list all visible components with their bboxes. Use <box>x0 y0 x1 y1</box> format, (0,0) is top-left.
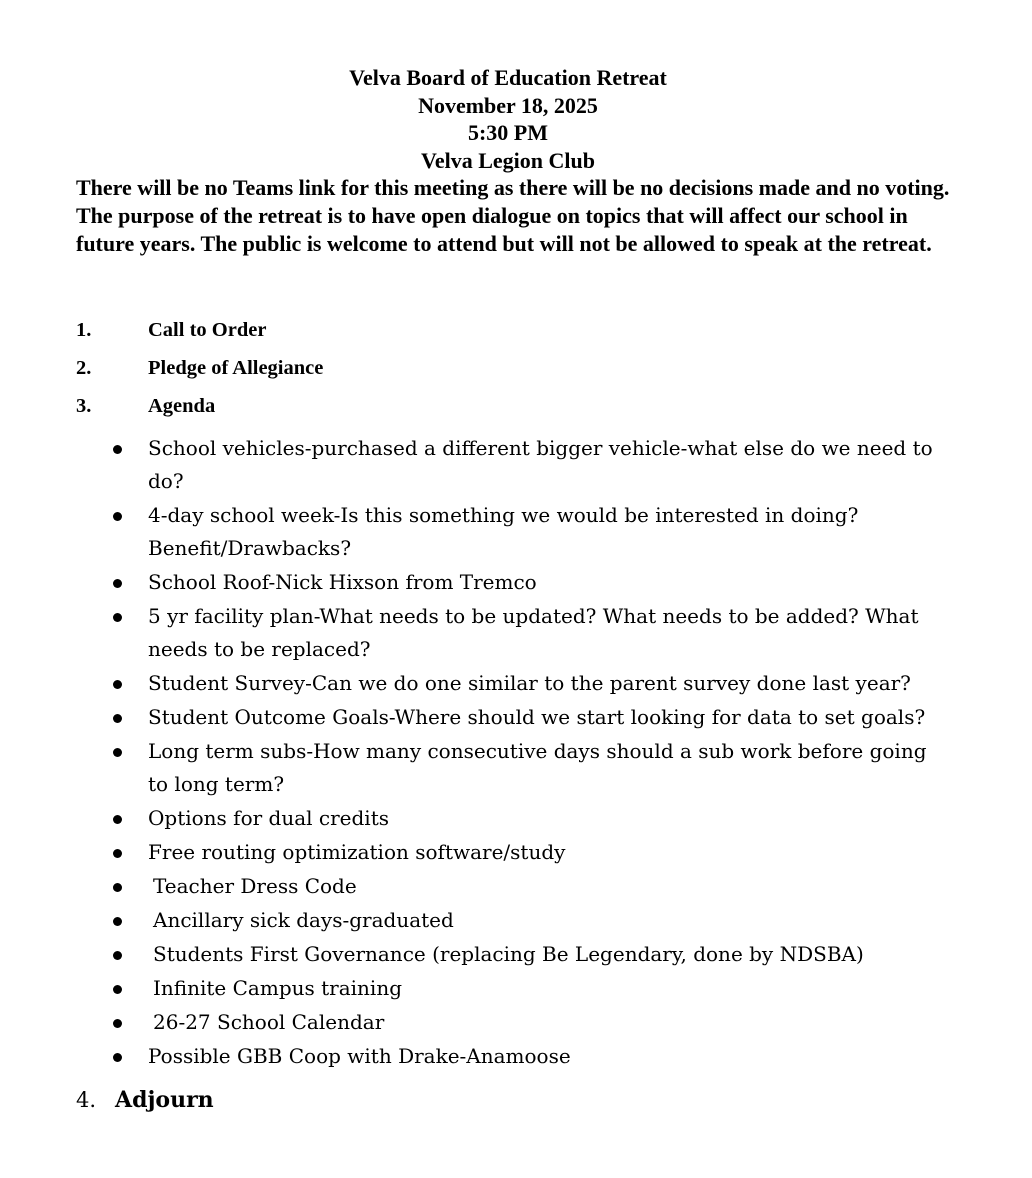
bullet-icon <box>113 512 122 521</box>
list-item <box>0 938 948 971</box>
header-title: Velva Board of Education Retreat <box>349 65 667 90</box>
bullet-icon <box>113 849 122 858</box>
item-number: 2. <box>76 357 92 379</box>
item-label: Agenda <box>148 395 216 417</box>
bullet-text: Teacher Dress Code <box>153 874 357 898</box>
list-item <box>0 802 948 835</box>
header-time: 5:30 PM <box>467 120 549 145</box>
bullet-icon <box>113 985 122 994</box>
agenda-item-adjourn <box>76 1086 214 1115</box>
bullet-text: School Roof-Nick Hixson from Tremco <box>148 570 537 594</box>
bullet-icon <box>113 1019 122 1028</box>
list-item <box>0 566 948 599</box>
list-item <box>0 701 948 734</box>
list-item <box>0 1040 948 1073</box>
item-number: 3. <box>76 395 92 417</box>
item-number: 1. <box>76 319 92 341</box>
bullet-icon <box>113 883 122 892</box>
header-date: November 18, 2025 <box>418 92 598 118</box>
bullet-icon <box>113 680 122 689</box>
list-item <box>0 836 948 869</box>
list-item <box>0 600 948 666</box>
bullet-text: Ancillary sick days-graduated <box>153 908 454 932</box>
list-item <box>0 735 948 801</box>
list-item <box>0 904 948 937</box>
bullet-text: 5 yr facility plan-What needs to be updated? What needs to be added? What needs to be replaced? <box>148 604 919 661</box>
bullet-text: Options for dual credits <box>148 806 389 830</box>
header-location: Velva Legion Club <box>420 147 595 173</box>
list-item <box>0 667 948 700</box>
bullet-icon <box>113 613 122 622</box>
list-item <box>0 499 948 565</box>
list-item <box>0 972 948 1005</box>
document-header <box>0 64 1016 174</box>
item-label: Call to Order <box>148 319 267 341</box>
bullet-text: 26-27 School Calendar <box>153 1010 385 1034</box>
item-label: Pledge of Allegiance <box>148 357 324 379</box>
bullet-text: Student Outcome Goals-Where should we start looking for data to set goals? <box>148 705 926 729</box>
bullet-text: Infinite Campus training <box>153 976 403 1000</box>
bullet-icon <box>113 445 122 454</box>
bullet-icon <box>113 714 122 723</box>
bullet-text: Students First Governance (replacing Be Legendary, done by NDSBA) <box>153 942 864 966</box>
list-item <box>0 432 948 498</box>
agenda-item-pledge <box>76 355 323 381</box>
bullet-icon <box>113 1053 122 1062</box>
bullet-icon <box>113 917 122 926</box>
bullet-icon <box>113 951 122 960</box>
intro-paragraph: There will be no Teams link for this meeting as there will be no decisions made and no voting. The purpose of the retreat is to have open dialogue on topics that will affect our school in future years. The public is welcome to attend but will not be allowed to speak at the retreat. <box>76 175 950 256</box>
agenda-item-call-to-order <box>76 317 266 343</box>
item-label: Adjourn <box>115 1087 214 1113</box>
list-item <box>0 1006 948 1039</box>
agenda-bullet-list <box>0 432 1032 1074</box>
bullet-text: Long term subs-How many consecutive days should a sub work before going to long term? <box>148 739 927 796</box>
bullet-icon <box>113 815 122 824</box>
bullet-text: Possible GBB Coop with Drake-Anamoose <box>148 1044 571 1068</box>
bullet-icon <box>113 579 122 588</box>
agenda-item-agenda <box>76 393 215 419</box>
bullet-icon <box>113 748 122 757</box>
list-item <box>0 870 948 903</box>
bullet-text: School vehicles-purchased a different bigger vehicle-what else do we need to do? <box>148 436 933 493</box>
bullet-text: 4-day school week-Is this something we would be interested in doing? Benefit/Drawbacks? <box>148 503 859 560</box>
bullet-text: Student Survey-Can we do one similar to the parent survey done last year? <box>148 671 911 695</box>
bullet-text: Free routing optimization software/study <box>148 840 566 864</box>
item-number: 4. <box>76 1088 97 1112</box>
